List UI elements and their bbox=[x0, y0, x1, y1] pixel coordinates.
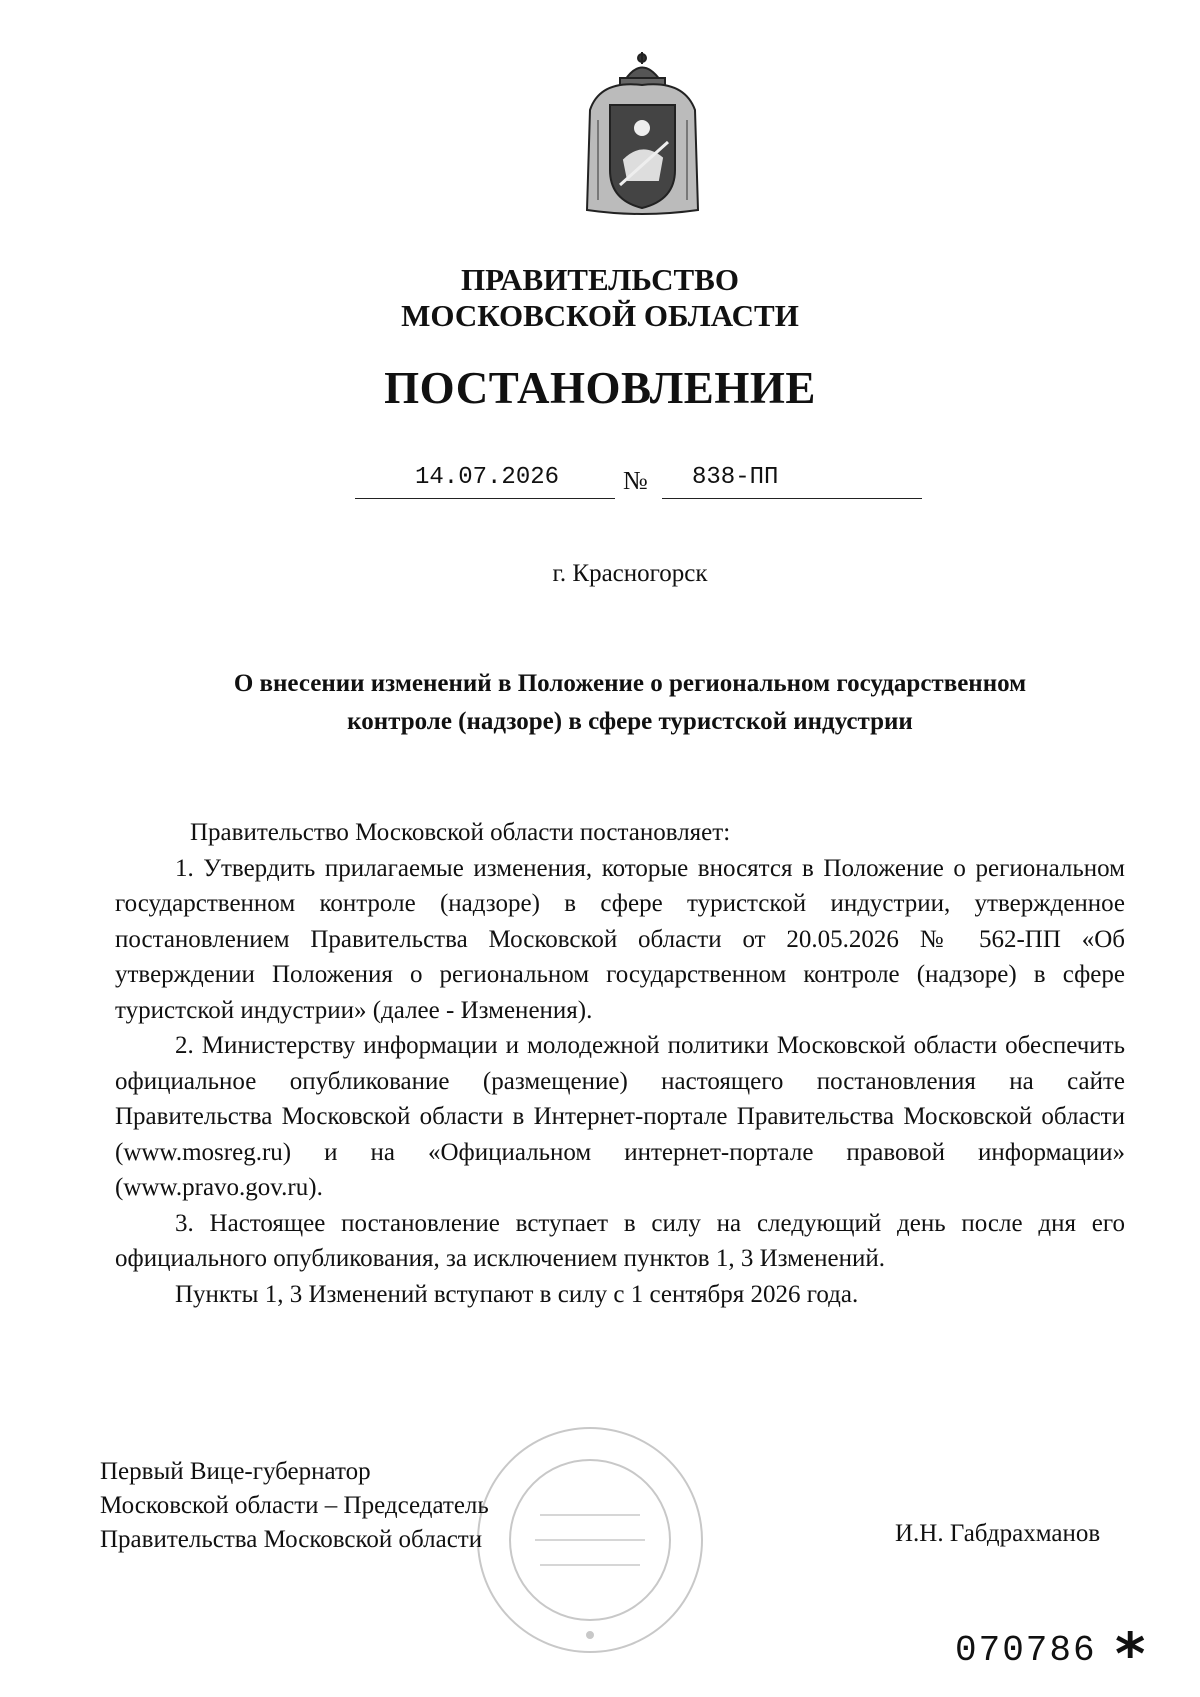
official-seal-icon bbox=[470, 1420, 710, 1660]
document-type: ПОСТАНОВЛЕНИЕ bbox=[384, 363, 816, 413]
body-paragraph-2: 2. Министерству информации и молодежной политики Московской области обеспечить официальное опубликование (размещение) настоящего постановления на сайте Правительства Московской области в Интернет-портале Правительства Московской области (www.mosreg.ru) и на «Официальном интернет-портале правовой информации» (www.pravo.gov.ru). bbox=[115, 1032, 1125, 1201]
document-date: 14.07.2026 bbox=[415, 464, 560, 491]
registration-number: 070786 bbox=[955, 1630, 1097, 1671]
subject-line1: О внесении изменений в Положение о региональном государственном bbox=[233, 670, 1027, 697]
signatory-line3: Правительства Московской области bbox=[100, 1526, 483, 1553]
body-paragraph-4: Пункты 1, 3 Изменений вступают в силу с 1 сентября 2026 года. bbox=[175, 1280, 859, 1308]
document-body bbox=[115, 815, 1125, 1312]
body-paragraph-3: 3. Настоящее постановление вступает в силу на следующий день после дня его официального опубликования, за исключением пунктов 1, 3 Изменений. bbox=[115, 1209, 1125, 1272]
signatory-name: И.Н. Габдрахманов bbox=[895, 1520, 1101, 1547]
government-title bbox=[0, 262, 1200, 334]
gov-title-line1: ПРАВИТЕЛЬСТВО bbox=[461, 262, 739, 297]
asterisk-mark: * bbox=[1115, 1620, 1146, 1688]
subject-line2: контроле (надзоре) в сфере туристской индустрии bbox=[347, 708, 913, 735]
number-field bbox=[662, 458, 922, 499]
body-paragraph-1: 1. Утвердить прилагаемые изменения, которые вносятся в Положение о региональном государственном контроле (надзоре) в сфере туристской индустрии, утвержденное постановлением Правительства Московской области от 20.05.2026 № 562-ПП «Об утверждении Положения о региональном государственном контроле (надзоре) в сфере туристской индустрии» (далее - Изменения). bbox=[115, 854, 1125, 1024]
date-field bbox=[355, 458, 615, 499]
city-line: г. Красногорск bbox=[552, 560, 708, 587]
document-subject bbox=[170, 665, 1090, 741]
number-sign: № bbox=[623, 466, 648, 495]
document-number: 838-ПП bbox=[692, 464, 779, 491]
signatory-line2: Московской области – Председатель bbox=[100, 1492, 489, 1519]
coat-of-arms-icon bbox=[580, 50, 705, 220]
gov-title-line2: МОСКОВСКОЙ ОБЛАСТИ bbox=[401, 298, 799, 333]
signatory-position bbox=[100, 1455, 489, 1557]
signatory-line1: Первый Вице-губернатор bbox=[100, 1458, 371, 1485]
body-intro: Правительство Московской области постановляет: bbox=[190, 819, 731, 846]
